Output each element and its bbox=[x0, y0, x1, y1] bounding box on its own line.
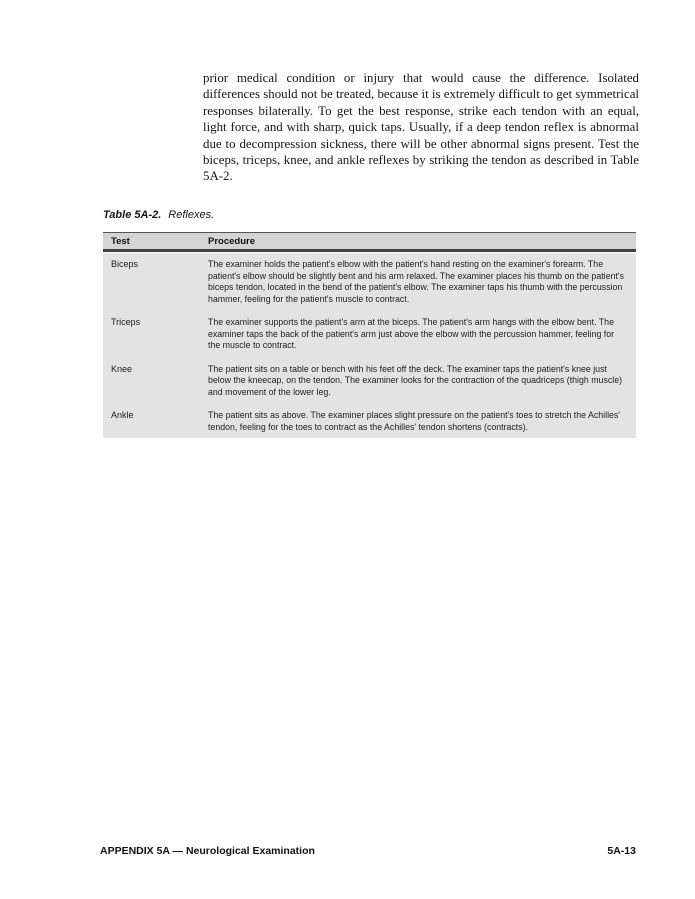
test-cell: Ankle bbox=[111, 410, 134, 420]
procedure-cell: The patient sits as above. The examiner places slight pressure on the patient's toes to stretch the Achilles' tendon, feeling for the toes to contract as the Achilles' tendon shortens (contracts). bbox=[208, 410, 620, 432]
procedure-cell: The patient sits on a table or bench with his feet off the deck. The examiner taps the patient's knee just below the kneecap, on the tendon. The examiner looks for the contraction of the quadriceps (thigh muscle) and movement of the lower leg. bbox=[208, 363, 623, 397]
table-row bbox=[111, 410, 628, 433]
table-row bbox=[111, 317, 628, 352]
procedure-cell: The examiner holds the patient's elbow with the patient's hand resting on the examiner's forearm. The patient's elbow should be slightly bent and his arm relaxed. The examiner places his thumb on the patient's biceps tendon, located in the bend of the patient's elbow. The examiner taps his thumb with the percussion hammer, feeling for the patient's muscle to contract. bbox=[208, 259, 624, 304]
table-header-row bbox=[103, 232, 636, 252]
body-paragraph: prior medical condition or injury that would cause the difference. Isolated differences should not be treated, because it is extremely difficult to get symmetrical responses bilaterally. To get the best response, strike each tendon with an equal, light force, and with sharp, quick taps. Usually, if a deep tendon reflex is abnormal due to decompression sickness, there will be other abnormal signs present. Test the biceps, triceps, knee, and ankle reflexes by striking the tendon as described in Table 5A-2. bbox=[203, 71, 639, 184]
test-cell: Knee bbox=[111, 363, 133, 374]
reflexes-table bbox=[103, 232, 636, 438]
table-caption bbox=[103, 209, 214, 221]
test-cell: Biceps bbox=[111, 259, 139, 269]
table-row bbox=[111, 259, 628, 305]
test-cell: Triceps bbox=[111, 317, 141, 327]
table-number: Table 5A-2. bbox=[103, 209, 162, 221]
table-row bbox=[111, 364, 628, 399]
column-header-test: Test bbox=[111, 235, 130, 247]
footer-title: APPENDIX 5A — Neurological Examination bbox=[100, 845, 315, 857]
page-number: 5A-13 bbox=[607, 845, 636, 857]
column-header-procedure: Procedure bbox=[208, 235, 255, 247]
page-footer bbox=[100, 845, 636, 857]
table-caption-text: Reflexes. bbox=[168, 209, 215, 221]
table-body bbox=[103, 253, 636, 438]
procedure-cell: The examiner supports the patient's arm at the biceps. The patient's arm hangs with the elbow bent. The examiner taps the back of the patient's arm just above the elbow with the percussion hammer, feeling for the muscle to contract. bbox=[208, 317, 615, 350]
